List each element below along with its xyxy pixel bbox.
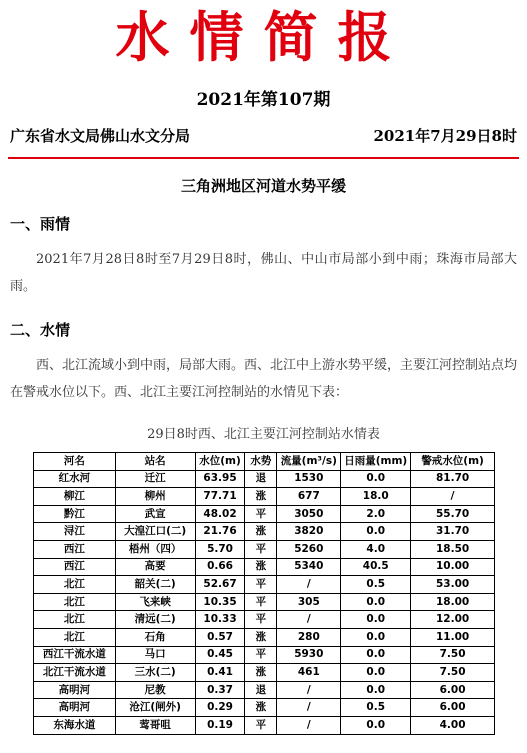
table-cell: 涨 [245,664,277,682]
water-status-table [33,452,495,735]
table-cell: 黔江 [34,505,116,523]
table-cell: 三水(二) [115,664,195,682]
table-cell: 0.0 [341,593,411,611]
table-cell: 0.66 [195,558,245,576]
table-cell: 0.5 [341,699,411,717]
section-water-title: 二、水情 [10,321,71,339]
table-cell: / [277,576,341,594]
table-cell: 40.5 [341,558,411,576]
table-cell: 0.0 [341,611,411,629]
table-cell: 0.0 [341,470,411,488]
table-cell: 77.71 [195,488,245,506]
table-row [34,523,495,541]
table-cell: 涨 [245,699,277,717]
table-body [34,470,495,734]
table-cell: 西江 [34,558,116,576]
table-cell: 6.00 [411,681,495,699]
table-cell: 平 [245,576,277,594]
table-cell: 东海水道 [34,716,116,734]
masthead-title: 水情简报 [115,6,412,69]
table-row [34,716,495,734]
table-row [34,576,495,594]
table-cell: 涨 [245,558,277,576]
table-cell: 81.70 [411,470,495,488]
issue-number: 2021年第107期 [196,90,331,110]
table-cell: 5340 [277,558,341,576]
table-cell: 北江 [34,611,116,629]
table-cell: 清远(二) [115,611,195,629]
table-cell: 55.70 [411,505,495,523]
table-cell: 0.0 [341,646,411,664]
header-cell: 日雨量(mm) [341,453,411,471]
table-cell: 0.0 [341,628,411,646]
table-cell: 0.19 [195,716,245,734]
table-cell: / [277,699,341,717]
table-cell: / [277,611,341,629]
table-cell: 18.00 [411,593,495,611]
table-cell: 退 [245,681,277,699]
table-cell: 0.0 [341,716,411,734]
table-row [34,593,495,611]
table-cell: 4.00 [411,716,495,734]
table-cell: 461 [277,664,341,682]
table-cell: 马口 [115,646,195,664]
table-cell: 浔江 [34,523,116,541]
table-cell: 涨 [245,488,277,506]
table-cell: 280 [277,628,341,646]
table-cell: 5930 [277,646,341,664]
table-cell: 31.70 [411,523,495,541]
table-cell: 尼教 [115,681,195,699]
table-row [34,646,495,664]
section-rain-title: 一、雨情 [10,215,71,233]
table-cell: 退 [245,470,277,488]
table-cell: 红水河 [34,470,116,488]
header-row [10,125,517,147]
table-cell: 飞来峡 [115,593,195,611]
table-cell: 6.00 [411,699,495,717]
table-row [34,540,495,558]
table-row [34,628,495,646]
table-row [34,488,495,506]
header-cell: 水势 [245,453,277,471]
table-cell: / [411,488,495,506]
table-cell: 305 [277,593,341,611]
table-cell: 0.29 [195,699,245,717]
table-row [34,611,495,629]
header-cell: 流量(m³/s) [277,453,341,471]
table-cell: 涨 [245,523,277,541]
table-cell: 48.02 [195,505,245,523]
table-cell: 52.67 [195,576,245,594]
table-cell: 高要 [115,558,195,576]
table-header-row [34,453,495,471]
table-cell: 柳江 [34,488,116,506]
table-cell: 高明河 [34,699,116,717]
table-cell: 平 [245,540,277,558]
table-cell: 11.00 [411,628,495,646]
header-cell: 站名 [115,453,195,471]
table-row [34,699,495,717]
table-cell: 10.00 [411,558,495,576]
table-cell: / [277,681,341,699]
table-cell: 北江 [34,593,116,611]
header-cell: 水位(m) [195,453,245,471]
table-cell: 迁江 [115,470,195,488]
table-cell: 7.50 [411,664,495,682]
table-cell: 21.76 [195,523,245,541]
report-headline: 三角洲地区河道水势平缓 [180,177,346,195]
header-cell: 警戒水位(m) [411,453,495,471]
table-cell: 2.0 [341,505,411,523]
table-caption: 29日8时西、北江主要江河控制站水情表 [147,427,380,442]
table-cell: 5.70 [195,540,245,558]
table-cell: 677 [277,488,341,506]
table-cell: 沧江(闸外) [115,699,195,717]
table-cell: 平 [245,611,277,629]
header-divider [8,157,519,159]
table-cell: 武宣 [115,505,195,523]
table-cell: 0.0 [341,681,411,699]
table-cell: 0.5 [341,576,411,594]
table-row [34,558,495,576]
table-cell: 北江干流水道 [34,664,116,682]
table-cell: 西江干流水道 [34,646,116,664]
table-cell: 0.0 [341,523,411,541]
table-cell: 高明河 [34,681,116,699]
table-cell: 53.00 [411,576,495,594]
table-cell: 18.50 [411,540,495,558]
section-water-text: 西、北江流域小到中雨，局部大雨。西、北江中上游水势平缓，主要江河控制站点均在警戒水位以下。西、北江主要江河控制站的水情见下表： [10,358,518,400]
table-cell: 10.35 [195,593,245,611]
table-cell: 3050 [277,505,341,523]
table-cell: 平 [245,593,277,611]
table-cell: 7.50 [411,646,495,664]
table-cell: 平 [245,505,277,523]
table-cell: 12.00 [411,611,495,629]
table-cell: 柳州 [115,488,195,506]
issuing-organization: 广东省水文局佛山水文分局 [10,127,191,145]
table-cell: 4.0 [341,540,411,558]
table-cell: 5260 [277,540,341,558]
table-row [34,664,495,682]
table-cell: 平 [245,646,277,664]
table-cell: 10.33 [195,611,245,629]
table-cell: 大湟江口(二) [115,523,195,541]
table-cell: 平 [245,716,277,734]
table-cell: 石角 [115,628,195,646]
table-cell: 韶关(二) [115,576,195,594]
table-cell: 1530 [277,470,341,488]
table-cell: 西江 [34,540,116,558]
table-cell: 梧州（四） [115,540,195,558]
table-cell: 北江 [34,628,116,646]
table-cell: 63.95 [195,470,245,488]
table-cell: 莺哥咀 [115,716,195,734]
table-cell: 0.37 [195,681,245,699]
table-cell: 0.41 [195,664,245,682]
table-cell: 0.45 [195,646,245,664]
table-row [34,505,495,523]
issue-datetime: 2021年7月29日8时 [373,127,517,145]
table-row [34,470,495,488]
table-cell: 18.0 [341,488,411,506]
table-cell: / [277,716,341,734]
table-cell: 3820 [277,523,341,541]
table-row [34,681,495,699]
header-cell: 河名 [34,453,116,471]
table-cell: 北江 [34,576,116,594]
table-cell: 0.0 [341,664,411,682]
table-cell: 0.57 [195,628,245,646]
table-cell: 涨 [245,628,277,646]
section-rain-text: 2021年7月28日8时至7月29日8时，佛山、中山市局部小到中雨；珠海市局部大雨。 [10,252,517,294]
